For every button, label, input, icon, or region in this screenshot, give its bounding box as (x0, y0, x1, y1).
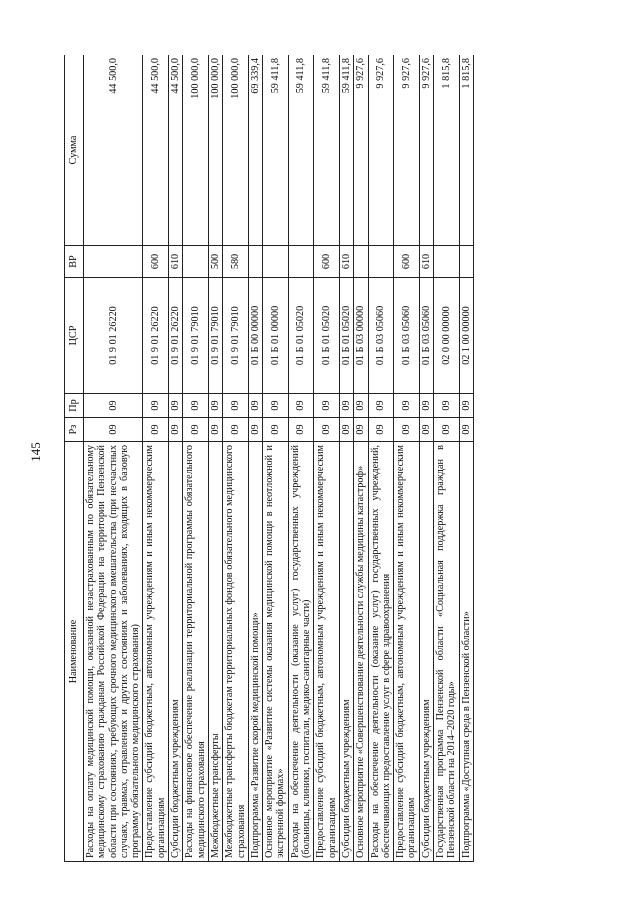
cell-pr: 09 (288, 394, 314, 418)
cell-csr: 01 Б 01 05020 (339, 278, 353, 394)
cell-csr: 01 9 01 26220 (169, 278, 183, 394)
cell-vr: 600 (394, 246, 420, 278)
cell-pr: 09 (394, 394, 420, 418)
cell-name: Государственная программа Пензенской области «Социальная поддержка граждан в Пензенской области на 2014–2020 годы» (434, 442, 460, 862)
cell-csr: 01 Б 00 00000 (248, 278, 262, 394)
cell-pr: 09 (354, 394, 368, 418)
cell-csr: 01 Б 03 05060 (368, 278, 394, 394)
cell-rz: 09 (169, 418, 183, 442)
cell-sum: 59 411,8 (314, 55, 340, 246)
page-number: 145 (27, 442, 43, 462)
table-row (248, 55, 262, 862)
cell-pr: 09 (419, 394, 433, 418)
table-row (169, 55, 183, 862)
cell-sum: 100 000,0 (183, 55, 209, 246)
cell-pr: 09 (368, 394, 394, 418)
budget-table (64, 55, 474, 862)
cell-rz: 09 (314, 418, 340, 442)
cell-rz: 09 (248, 418, 262, 442)
table-row (368, 55, 394, 862)
cell-vr (248, 246, 262, 278)
cell-vr (183, 246, 209, 278)
cell-rz: 09 (208, 418, 222, 442)
cell-name: Субсидии бюджетным учреждениям (419, 442, 433, 862)
cell-pr: 09 (169, 394, 183, 418)
table-row (183, 55, 209, 862)
cell-pr: 09 (143, 394, 169, 418)
cell-vr (368, 246, 394, 278)
cell-pr: 09 (263, 394, 289, 418)
cell-csr: 01 Б 01 05020 (288, 278, 314, 394)
cell-pr: 09 (339, 394, 353, 418)
cell-name: Подпрограмма «Доступная среда в Пензенской области» (459, 442, 473, 862)
cell-rz: 09 (394, 418, 420, 442)
cell-pr: 09 (183, 394, 209, 418)
table-row (339, 55, 353, 862)
table-row (459, 55, 473, 862)
cell-rz: 09 (434, 418, 460, 442)
cell-rz: 09 (354, 418, 368, 442)
cell-vr: 610 (419, 246, 433, 278)
cell-csr: 01 9 01 26220 (143, 278, 169, 394)
cell-pr: 09 (314, 394, 340, 418)
table-row (143, 55, 169, 862)
cell-sum: 44 500,0 (143, 55, 169, 246)
cell-vr: 610 (169, 246, 183, 278)
rotated-table-wrapper (64, 55, 578, 862)
cell-sum: 44 500,0 (169, 55, 183, 246)
cell-csr: 02 1 00 00000 (459, 278, 473, 394)
cell-vr (84, 246, 143, 278)
cell-rz: 09 (419, 418, 433, 442)
cell-csr: 01 Б 03 05060 (419, 278, 433, 394)
cell-csr: 01 9 01 26220 (84, 278, 143, 394)
cell-csr: 01 Б 03 05060 (394, 278, 420, 394)
cell-pr: 09 (84, 394, 143, 418)
rotated-page-content (64, 55, 578, 862)
cell-rz: 09 (143, 418, 169, 442)
header-name: Наименование (65, 442, 84, 862)
table-row (288, 55, 314, 862)
cell-pr: 09 (434, 394, 460, 418)
cell-csr: 01 Б 01 00000 (263, 278, 289, 394)
cell-name: Межбюджетные трансферты (208, 442, 222, 862)
cell-sum: 9 927,6 (419, 55, 433, 246)
cell-name: Подпрограмма «Развитие скорой медицинской помощи» (248, 442, 262, 862)
table-row (208, 55, 222, 862)
cell-rz: 09 (339, 418, 353, 442)
cell-vr: 610 (339, 246, 353, 278)
cell-sum: 100 000,0 (223, 55, 249, 246)
table-row (434, 55, 460, 862)
cell-rz: 09 (263, 418, 289, 442)
cell-sum: 69 339,4 (248, 55, 262, 246)
header-rz: Рз (65, 418, 84, 442)
cell-csr: 01 Б 03 00000 (354, 278, 368, 394)
table-row (84, 55, 143, 862)
cell-rz: 09 (459, 418, 473, 442)
cell-name: Субсидии бюджетным учреждениям (339, 442, 353, 862)
cell-sum: 1 815,8 (434, 55, 460, 246)
table-row (419, 55, 433, 862)
cell-csr: 02 0 00 00000 (434, 278, 460, 394)
cell-sum: 59 411,8 (339, 55, 353, 246)
cell-rz: 09 (288, 418, 314, 442)
cell-name: Субсидии бюджетным учреждениям (169, 442, 183, 862)
cell-pr: 09 (223, 394, 249, 418)
cell-pr: 09 (459, 394, 473, 418)
cell-csr: 01 Б 01 05020 (314, 278, 340, 394)
header-pr: Пр (65, 394, 84, 418)
cell-name: Предоставление субсидий бюджетным, автономным учреждениям и иным некоммерческим организациям (314, 442, 340, 862)
table-row (314, 55, 340, 862)
cell-name: Расходы на обеспечение деятельности (оказание услуг) государственных учреждений, обеспечивающих предоставление услуг в сфере здравоохранения (368, 442, 394, 862)
cell-vr (434, 246, 460, 278)
cell-sum: 44 500,0 (84, 55, 143, 246)
cell-name: Предоставление субсидий бюджетным, автономным учреждениям и иным некоммерческим организациям (143, 442, 169, 862)
table-row (223, 55, 249, 862)
cell-pr: 09 (248, 394, 262, 418)
cell-sum: 9 927,6 (354, 55, 368, 246)
cell-name: Предоставление субсидий бюджетным, автономным учреждениям и иным некоммерческим организациям (394, 442, 420, 862)
header-vr: ВР (65, 246, 84, 278)
table-row (354, 55, 368, 862)
cell-name: Межбюджетные трансферты бюджетам территориальных фондов обязательного медицинского страхования (223, 442, 249, 862)
cell-sum: 59 411,8 (288, 55, 314, 246)
cell-rz: 09 (368, 418, 394, 442)
cell-sum: 9 927,6 (394, 55, 420, 246)
cell-vr (288, 246, 314, 278)
header-sum: Сумма (65, 55, 84, 246)
header-csr: ЦСР (65, 278, 84, 394)
cell-rz: 09 (84, 418, 143, 442)
cell-rz: 09 (223, 418, 249, 442)
cell-vr: 500 (208, 246, 222, 278)
cell-vr (263, 246, 289, 278)
cell-name: Основное мероприятие «Совершенствование деятельности службы медицины катастроф» (354, 442, 368, 862)
cell-vr: 600 (314, 246, 340, 278)
cell-pr: 09 (208, 394, 222, 418)
table-header-row (65, 55, 84, 862)
cell-csr: 01 9 01 79010 (223, 278, 249, 394)
table-row (394, 55, 420, 862)
cell-name: Расходы на обеспечение деятельности (оказание услуг) государственных учреждений (больницы, клиники, госпитали, медико-санитарные части) (288, 442, 314, 862)
cell-sum: 1 815,8 (459, 55, 473, 246)
cell-vr: 580 (223, 246, 249, 278)
cell-vr (459, 246, 473, 278)
cell-rz: 09 (183, 418, 209, 442)
cell-name: Расходы на оплату медицинской помощи, оказанной незастрахованным по обязательному медицинскому страхованию гражданам Российской Федерации на территории Пензенской области при состояниях, требующих срочного медицинского вмешательства (при несчастных случаях, травмах, отравлениях и других состояниях и заболеваниях, входящих в базовую программу обязательного медицинского страхования) (84, 442, 143, 862)
cell-name: Расходы на финансовое обеспечение реализации территориальной программы обязательного медицинского страхования (183, 442, 209, 862)
cell-csr: 01 9 01 79010 (183, 278, 209, 394)
cell-name: Основное мероприятие «Развитие системы оказания медицинской помощи в неотложной и экстренной формах» (263, 442, 289, 862)
cell-sum: 59 411,8 (263, 55, 289, 246)
cell-sum: 9 927,6 (368, 55, 394, 246)
cell-csr: 01 9 01 79010 (208, 278, 222, 394)
cell-vr (354, 246, 368, 278)
table-row (263, 55, 289, 862)
cell-vr: 600 (143, 246, 169, 278)
cell-sum: 100 000,0 (208, 55, 222, 246)
